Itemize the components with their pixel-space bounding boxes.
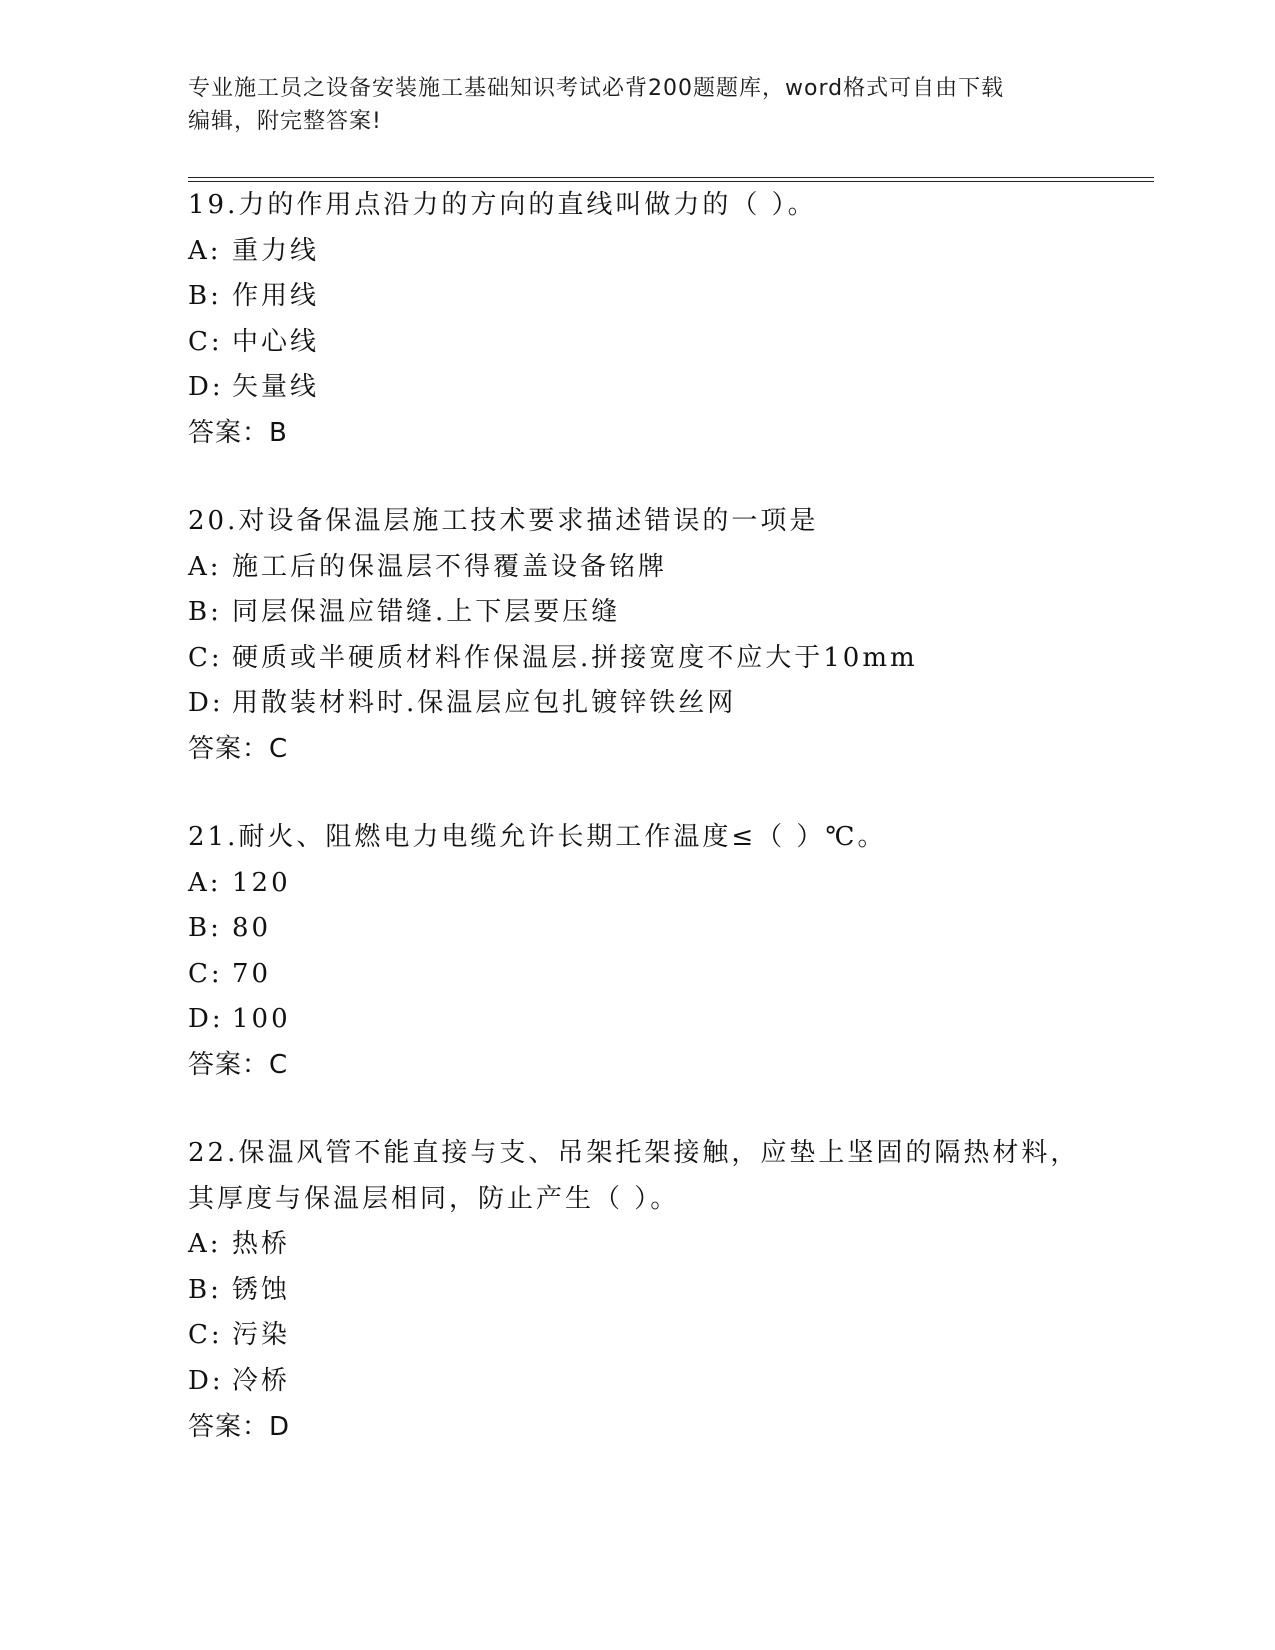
option-d (188, 1359, 1138, 1405)
answer-line: 答案：D (188, 1411, 291, 1442)
option-c (188, 952, 1138, 998)
option-letter: C: (188, 642, 223, 673)
option-text: 重力线 (232, 235, 320, 266)
option-text: 100 (232, 1004, 291, 1035)
option-text: 冷桥 (232, 1365, 291, 1396)
option-c (188, 636, 1138, 682)
option-b (188, 590, 1138, 636)
answer-line: 答案：C (188, 1049, 289, 1080)
option-letter: A: (188, 867, 222, 898)
option-c (188, 320, 1138, 366)
header-divider (188, 177, 1154, 182)
question-20 (188, 499, 1138, 773)
question-21 (188, 815, 1138, 1089)
question-stem: 21.耐火、阻燃电力电缆允许长期工作温度≤（ ）℃。 (188, 822, 887, 852)
question-stem: 22.保温风管不能直接与支、吊架托架接触，应垫上坚固的隔热材料， (188, 1138, 1080, 1168)
option-text: 锈蚀 (232, 1274, 291, 1305)
question-stem: 20.对设备保温层施工技术要求描述错误的一项是 (188, 506, 819, 536)
option-letter: B: (188, 597, 222, 628)
option-b (188, 906, 1138, 952)
option-text: 70 (232, 958, 272, 989)
option-text: 120 (232, 867, 291, 898)
option-b (188, 1268, 1138, 1314)
option-letter: C: (188, 958, 223, 989)
option-text: 矢量线 (232, 372, 320, 403)
option-text: 热桥 (232, 1229, 291, 1260)
option-c (188, 1313, 1138, 1359)
option-letter: D: (188, 1004, 224, 1035)
option-text: 硬质或半硬质材料作保温层.拼接宽度不应大于10mm (232, 642, 918, 673)
header-line-2: 编辑，附完整答案! (188, 109, 382, 134)
answer-line: 答案：B (188, 417, 288, 448)
option-letter: C: (188, 1320, 223, 1351)
option-text: 作用线 (232, 281, 320, 312)
option-letter: B: (188, 1274, 222, 1305)
option-a (188, 1222, 1138, 1268)
option-d (188, 365, 1138, 411)
question-stem-continued: 其厚度与保温层相同，防止产生（ ）。 (188, 1183, 680, 1214)
option-text: 施工后的保温层不得覆盖设备铭牌 (232, 551, 668, 582)
option-text: 用散装材料时.保温层应包扎镀锌铁丝网 (232, 688, 737, 719)
document-header (188, 72, 1088, 138)
question-stem: 19.力的作用点沿力的方向的直线叫做力的（ ）。 (188, 190, 817, 220)
option-b (188, 274, 1138, 320)
option-letter: D: (188, 1365, 224, 1396)
option-d (188, 681, 1138, 727)
option-d (188, 997, 1138, 1043)
option-text: 80 (232, 913, 272, 944)
option-letter: A: (188, 235, 222, 266)
header-line-1: 专业施工员之设备安装施工基础知识考试必背200题题库，word格式可自由下载 (188, 76, 1005, 101)
option-letter: D: (188, 372, 224, 403)
option-letter: A: (188, 1229, 222, 1260)
question-19 (188, 183, 1138, 457)
option-letter: B: (188, 913, 222, 944)
question-22 (188, 1131, 1138, 1450)
option-a (188, 861, 1138, 907)
option-text: 中心线 (232, 326, 320, 357)
option-letter: C: (188, 326, 223, 357)
answer-line: 答案：C (188, 733, 289, 764)
option-text: 污染 (232, 1320, 291, 1351)
option-letter: B: (188, 281, 222, 312)
option-letter: D: (188, 688, 224, 719)
option-letter: A: (188, 551, 222, 582)
option-text: 同层保温应错缝.上下层要压缝 (232, 597, 621, 628)
option-a (188, 545, 1138, 591)
option-a (188, 229, 1138, 275)
